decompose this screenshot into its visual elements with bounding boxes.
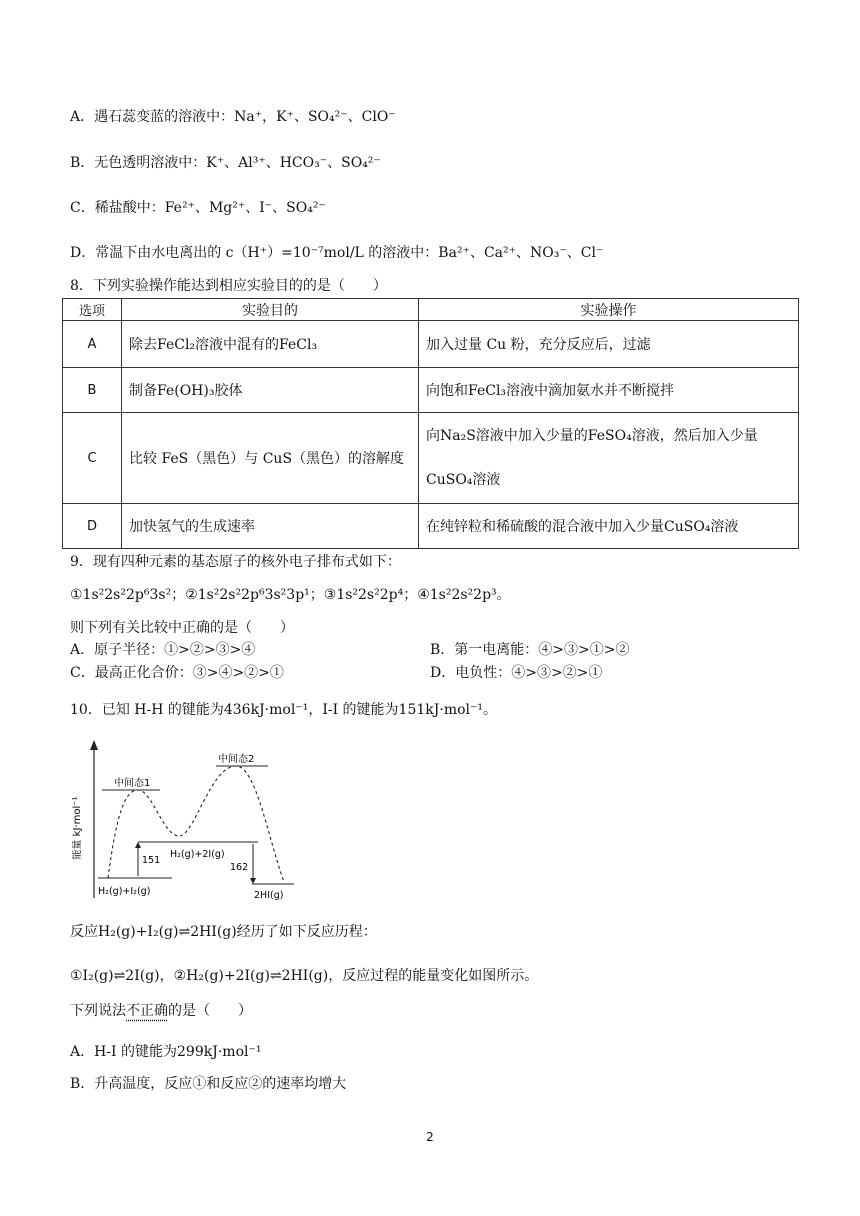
row-operation: 向Na₂S溶液中加入少量的FeSO₄溶液，然后加入少量 — [426, 428, 758, 444]
row-operation-cell — [419, 413, 799, 504]
row-option: B — [63, 368, 122, 413]
q9-option-a: A．原子半径：①>②>③>④ — [70, 642, 256, 658]
table-row — [63, 321, 799, 368]
q10-option-a: A．H-I 的键能为299kJ·mol⁻¹ — [70, 1044, 262, 1060]
q10-ask-pre: 下列说法 — [70, 1003, 126, 1019]
table-row — [63, 368, 799, 413]
diagram-right: 2HI(g) — [254, 890, 284, 901]
table-header-row — [63, 299, 799, 321]
q10-option-b: B．升高温度，反应①和反应②的速率均增大 — [70, 1076, 347, 1092]
row-operation: 向饱和FeCl₃溶液中滴加氨水并不断搅拌 — [419, 368, 799, 413]
diagram-ts1: 中间态1 — [114, 778, 151, 789]
q9-option-c: C．最高正化合价：③>④>②>① — [70, 665, 284, 681]
energy-diagram — [72, 738, 302, 904]
q9-stem: 9．现有四种元素的基态原子的核外电子排布式如下： — [70, 554, 401, 570]
q10-ask-post: 的是（ ） — [168, 1003, 252, 1019]
header-option: 选项 — [63, 299, 122, 321]
row-goal: 制备Fe(OH)₃胶体 — [122, 368, 419, 413]
header-operation: 实验操作 — [419, 299, 799, 321]
q7-option-c: C．稀盐酸中：Fe²⁺、Mg²⁺、I⁻、SO₄²⁻ — [70, 200, 326, 216]
diagram-ylabel: 能量 kJ·mol⁻¹ — [72, 796, 83, 860]
q9-ask: 则下列有关比较中正确的是（ ） — [70, 620, 294, 636]
q10-reaction: 反应H₂(g)+I₂(g)⇌2HI(g)经历了如下反应历程： — [70, 924, 377, 940]
row-operation: 在纯锌粒和稀硫酸的混合液中加入少量CuSO₄溶液 — [419, 504, 799, 549]
row-operation: 加入过量 Cu 粉，充分反应后，过滤 — [419, 321, 799, 368]
q7-option-d: D．常温下由水电离出的 c（H⁺）=10⁻⁷mol/L 的溶液中：Ba²⁺、Ca²⁺、NO₃⁻、Cl⁻ — [70, 245, 604, 261]
row-goal: 除去FeCl₂溶液中混有的FeCl₃ — [122, 321, 419, 368]
header-goal: 实验目的 — [122, 299, 419, 321]
table-row — [63, 413, 799, 504]
page-number: 2 — [426, 1130, 434, 1144]
q10-ask-emphasis: 不正确 — [126, 1003, 168, 1019]
q8-stem: 8．下列实验操作能达到相应实验目的的是（ ） — [70, 278, 387, 294]
experiment-table — [62, 298, 799, 549]
row-option: C — [63, 413, 122, 504]
row-operation-cont: CuSO₄溶液 — [426, 472, 501, 488]
diagram-162: 162 — [230, 862, 249, 873]
diagram-mid: H₂(g)+2I(g) — [170, 849, 225, 860]
row-option: D — [63, 504, 122, 549]
row-goal: 比较 FeS（黑色）与 CuS（黑色）的溶解度 — [122, 413, 419, 504]
table-row — [63, 504, 799, 549]
row-goal: 加快氢气的生成速率 — [122, 504, 419, 549]
q9-option-d: D．电负性：④>③>②>① — [430, 665, 603, 681]
diagram-ts2: 中间态2 — [218, 754, 255, 765]
q9-configs: ①1s²2s²2p⁶3s²；②1s²2s²2p⁶3s²3p¹；③1s²2s²2p⁴；④1s²2s²2p³。 — [70, 587, 511, 603]
q10-ask — [70, 1001, 252, 1021]
row-option: A — [63, 321, 122, 368]
diagram-151: 151 — [142, 855, 161, 866]
q9-option-b: B．第一电离能：④>③>①>② — [430, 642, 630, 658]
diagram-left: H₂(g)+I₂(g) — [98, 886, 151, 897]
q7-option-a: A．遇石蕊变蓝的溶液中：Na⁺，K⁺、SO₄²⁻、ClO⁻ — [70, 109, 396, 125]
q10-steps: ①I₂(g)⇌2I(g)，②H₂(g)+2I(g)⇌2HI(g)，反应过程的能量变化如图所示。 — [70, 968, 539, 984]
q7-option-b: B．无色透明溶液中：K⁺、Al³⁺、HCO₃⁻、SO₄²⁻ — [70, 155, 381, 171]
q10-stem: 10．已知 H-H 的键能为436kJ·mol⁻¹，I-I 的键能为151kJ·mol⁻¹。 — [70, 702, 498, 718]
